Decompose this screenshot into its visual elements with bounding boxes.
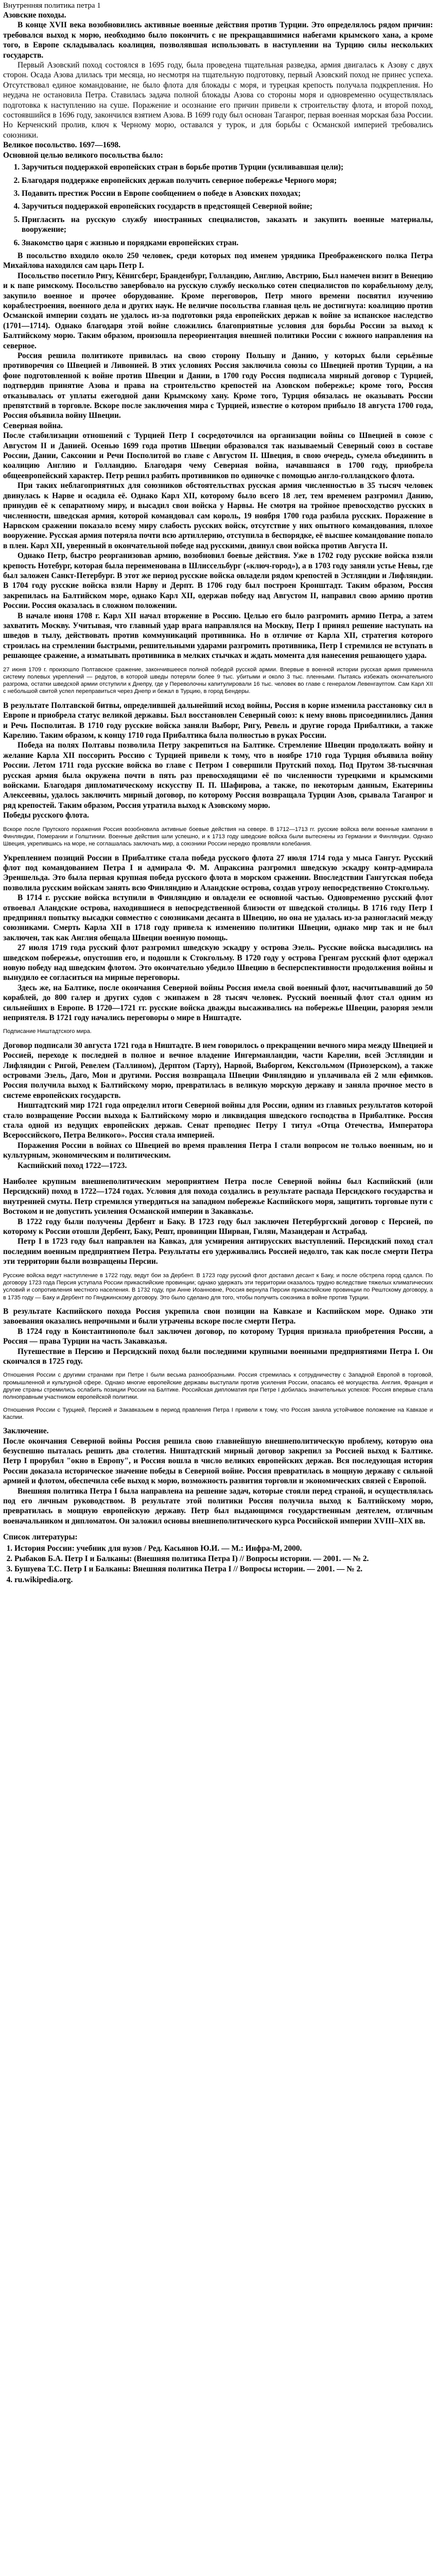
small-note: Вскоре после Прутского поражения Россия возобновила активные боевые действия на севере. В 1712—1713 гг. русские войска вели военные кампании в Финляндии, Померании и Голштинии. Военные действия шли успешно, и к 1713 году шведские войска были вытеснены из Германии и Финляндии. Однако Швеция, укрепившись на море, не соглашалась заключать мир, а союзники России нередко проявляли колебания. [3,826,433,848]
paragraph: Внешняя политика Петра I была направлена на решение задач, которые стояли перед страной, и осуществлялась под его личным руководством. В результате этой политики Россия получила выход к Балтийскому морю, превратилась в мощную европейскую державу. Петр был выдающимся государственным деятелем, отличным военачальником и дипломатом. Он заложил основы внешнеполитического курса Российской империи XVIII–XIX вв. [3,1486,433,1526]
paragraph: Путешествие в Персию и Персидский поход были последними крупными военными предприятиями Петра I. Он скончался в 1725 году. [3,1347,433,1366]
source-item: 4. ru.wikipedia.org. [14,1575,433,1585]
paragraph: В 1722 году были получены Дербент и Баку. В 1723 году был заключен Петербургский договор с Персией, по которому к России отошли Дербент, Баку, Решт, провинции Ширван, Гилян, Мазандеран и Астрабад. [3,1217,433,1236]
source-item: 2. Рыбаков Б.А. Петр I и Балканы: (Внешняя политика Петра I) // Вопросы истории. — 2001. — № 2. [14,1554,433,1564]
paragraph: Победа на полях Полтавы позволила Петру закрепиться на Балтике. Стремление Швеции продолжать войну и желание Карла XII поссорить Россию с Турцией привели к тому, что в ноябре 1710 года Турция объявила войну России. Летом 1711 года русские войска во главе с Петром I совершили Прутский поход. Под Прутом 38-тысячная русская армия была окружена почти в пять раз превосходящими её по численности турецкими и крымскими войсками. Благодаря дипломатическому искусству П. П. Шафирова, а также, по некоторым данным, Екатерины Алексеевны, удалось заключить мирный договор, по которому Россия возвращала Турции Азов, срывала Таганрог и ряд крепостей. Таким образом, Россия утратила выход к Азовскому морю. [3,741,433,810]
section-heading-conclusion: Заключение. [3,1427,49,1436]
paragraph: В 1724 году в Константинополе был заключен договор, по которому Турция признала приобретения России, а Россия — права Турции на часть Закавказья. [3,1327,433,1346]
list-item: 2. Благодаря поддержке европейских держав получить северное побережье Черного моря; [22,176,433,185]
paragraph: 27 июля 1719 года русский флот разгромил шведскую эскадру у острова Эзель. Русские войска высадились на шведском побережье, опустошив его, и подошли к Стокгольму. В 1720 году у острова Гренгам русский флот одержал новую победу над шведским флотом. Это окончательно убедило Швецию в бесперспективности продолжения войны и вынудило ее согласиться на мирные переговоры. [3,943,433,982]
embassy-goals-list [3,162,433,248]
section-heading-azov: Азовские походы. [3,11,66,20]
small-note: Русские войска ведут наступление в 1722 году, ведут бои за Дербент. В 1723 году русский флот доставил десант к Баку, и после обстрела город сдался. По договору 1723 года Персия уступала России прикаспийские провинции; однако удержать эти территории оказалось трудно вследствие тяжелых климатических условий и сопротивления местного населения. В 1732 году, при Анне Иоанновне, Россия вернула Персии прикаспийские провинции по Рештскому договору, а в 1735 году — Баку и Дербент по Гянджинскому договору. Это было сделано для того, чтобы получить союзника в войне против Турции. [3,1272,433,1301]
source-item: 3. Бушуева Т.С. Петр I и Балканы: Внешняя политика Петра I // Вопросы истории. — 2001. — № 2. [14,1564,433,1574]
list-item: 6. Знакомство царя с жизнью и порядками европейских стран. [22,238,433,248]
paragraph: При таких неблагоприятных для союзников обстоятельствах русская армия численностью в 35 тысяч человек двинулась к Нарве и осадила её. Однако Карл XII, которому было всего 18 лет, тем временем разгромил Данию, принудив её к сепаратному миру, и высадил свои войска у Нарвы. Не смотря на тройное превосходство русских в численности, шведская армия, которой командовал сам король, 19 ноября 1700 года разбила русских. Поражение в Нарвском сражении показало всему миру слабость русских войск, отсутствие у них опытного командования, плохое вооружение. Русская армия потеряла почти всю артиллерию, отступила в беспорядке, её высшее командование попало в плен. Карл XII, уверенный в окончательной победе над русскими, двинул свои войска против Августа II. [3,481,433,550]
paragraph: В начале июня 1708 г. Карл XII начал вторжение в Россию. Целью его было разгромить армию Петра, а затем захватить Москву. Учитывая, что главный удар врага направлялся на Москву, Петр I принял решение наступать на шведов в тылу, действовать против коммуникаций противника. Но в отличие от Карла XII, стратегия которого строилась на стремлении быстрыми, решительными ударами разгромить противника, Петр I стремился не вступать в решающее сражение, а изматывать противника в мелких стычках и ждать момента для нанесения решающего удара. [3,611,433,660]
paragraph: Договор подписали 30 августа 1721 года в Ништадте. В нем говорилось о прекращении вечного мира между Швецией и Россией, переходе к последней в полное и вечное владение Ингерманландии, части Карелии, всей Эстляндии и Лифляндии с Ригой, Ревелем (Таллином), Дерптом (Тарту), Нарвой, Выборгом, Кексгольмом (Приозерском), а также островами Эзель, Даго, Мон и другими. Россия возвращала Швеции Финляндию и уплачивала ей 2 млн ефимков. Россия получила выход к Балтийскому морю, превратилась в великую морскую державу и заняла прочное место в системе европейских государств. [3,1041,433,1100]
paragraph: В посольство входило около 250 человек, среди которых под именем урядника Преображенского полка Петра Михайлова находился сам царь Петр I. [3,251,433,270]
paragraph: Россия решила политикоте привилась на свою сторону Польшу и Данию, у которых были серьёзные противоречия со Швецией и Ливонией. В этих условиях Россия заключила союзы со Швецией против Турции, а на фоне подготовленной к войне против Швеции и Дании, в 1700 году Россия подписала мирный договор с Турцией, подтвердив принятие Азова и права на строительство крепостей на Азовском побережье; кроме того, Россия отказывалась от уплаты ежегодной дани Крымскому хану. Кроме того, Турция обязалась не оказывать России препятствий в торговле. Вскоре после заключения мира с Турцией, известие о котором прибыло 18 августа 1700 года, Россия объявила войну Швеции. [3,351,433,420]
paragraph: Здесь же, на Балтике, после окончания Северной войны Россия имела свой военный флот, насчитывавший до 50 кораблей, до 800 галер и других судов с экипажем в 28 тысяч человек. Русский военный флот стал одним из сильнейших в Европе. В 1720—1721 гг. русские войска дважды высаживались на побережье Швеции, разоряя земли неприятеля. В 1721 году начались переговоры о мире в Ништадте. [3,983,433,1023]
paragraph: Петр I в 1723 году был направлен на Кавказ, для усмирения антирусских выступлений. Персидский поход стал последним военным предприятием Петра. Результаты его удерживались Россией недолго, так как после смерти Петра эти территории были возвращены Персии. [3,1237,433,1266]
paragraph: Ништадтский мир 1721 года определил итоги Северной войны для России, одним из главных результатов которой стало возвращение России выхода к Балтийскому морю и ликвидация шведского господства в Прибалтике. Россия стала одной из ведущих европейских держав. Сенат преподнес Петру I титул «Отца Отечества, Императора Всероссийского, Петра Великого». Россия стала империей. [3,1101,433,1140]
sources-heading: Список литературы: [3,1533,78,1542]
section-heading-northern-war: Северная война. [3,421,63,430]
section-heading-embassy: Великое посольство. 1697—1698. [3,141,121,150]
document-top-line: Внутренняя политика петра 1 [3,2,101,10]
paragraph: Укреплением позиций России в Прибалтике стала победа русского флота 27 июля 1714 года у мыса Гангут. Русский флот под командованием Петра I и адмирала Ф. М. Апраксина разгромил шведскую эскадру контр-адмирала Эреншельда. Это была первая крупная победа русского флота в морском сражении. Впоследствии Гангутская победа позволила русским войскам занять всю Финляндию и Аландские острова, создав угрозу непосредственно Стокгольму. [3,853,433,892]
paragraph: После окончания Северной войны Россия решила свою главнейшую внешнеполитическую проблему, которую она безуспешно пыталась решить два столетия. Ништадтский мирный договор закрепил за Россией выход к Балтике. Петр I прорубил "окно в Европу", и Россия вошла в число великих европейских держав. Вся последующая история России доказала историческое значение победы в Северной войне. Россия превратилась в мощную державу с сильной армией и флотом, обеспечила себе выход к морю, возможность развития торговли и экономических связей с Европой. [3,1436,433,1486]
paragraph: Основной целью великого посольства было: [3,150,163,160]
section-heading-caspian: Каспийский поход 1722—1723. [18,1161,127,1170]
list-item: 4. Заручиться поддержкой европейских государств в предстоящей Северной войне; [22,201,433,211]
paragraph: В результате Каспийского похода Россия укрепила свои позиции на Кавказе и Каспийском море. Однако эти завоевания оказались непрочными и были утрачены вскоре после смерти Петра. [3,1307,433,1326]
paragraph: Первый Азовский поход состоялся в 1695 году, была проведена тщательная разведка, армия двигалась к Азову с двух сторон. Осада Азова длилась три месяца, но несмотря на тщательную подготовку, первый Азовский поход не принес успеха. Отсутствовал единое командование, не было флота для блокады с моря, и турецкая крепость получала подкрепления. Но неудача не остановила Петра. Ставилась задача полной блокады Азова со стороны моря и одновременно осуществлялась подготовка к наступлению на суше. Поражение и осознание его причин привели к строительству флота, и второй поход, состоявшийся в 1696 году, закончился взятием Азова. В 1699 году был основан Таганрог, первая военная морская база России. Но Керченский пролив, ключ к Черному морю, оставался у турок, и для борьбы с Османской империей требовались союзники. [3,61,433,140]
paragraph: В конце XVII века возобновились активные военные действия против Турции. Это определялось рядом причин: требовался выход к морю, необходимо было покончить с не прекращавшимися набегами крымского хана, а кроме того, в Европе складывалась коалиция, позволявшая использовать в наступлении на Турцию силы нескольких государств. [3,21,433,60]
list-item: 5. Пригласить на русскую службу иностранных специалистов, заказать и закупить военные материалы, вооружение; [22,215,433,235]
small-note: Подписание Ништадтского мира. [3,1028,92,1035]
source-item: 1. История России: учебник для вузов / Ред. Касьянов Ю.И. — М.: Инфра-М, 2000. [14,1544,433,1553]
paragraph: Поражения России в войнах со Швецией во время правления Петра I стали вопросом не только военным, но и культурным, экономическим и политическим. [3,1141,433,1160]
small-note: Отношения России с Турцией, Персией и Закавказьем в период правления Петра I привели к тому, что Россия заняла устойчивое положение на Кавказе и Каспии. [3,1406,433,1420]
list-item: 3. Подавить престиж России в Европе сообщением о победе в Азовских походах; [22,189,433,198]
paragraph: Наиболее крупным внешнеполитическим мероприятием Петра после Северной войны был Каспийский (или Персидский) поход в 1722—1724 годах. Условия для похода создались в результате распада Персидского государства и внутренней смуты. Петр стремился утвердиться на западном побережье Каспийского моря, защитить торговые пути с Востоком и не допустить усиления Османской империи в Закавказье. [3,1177,433,1216]
paragraph: В результате Полтавской битвы, определившей дальнейший исход войны, Россия в корне изменила расстановку сил в Европе и приобрела статус великой державы. Был восстановлен Северный союз: к нему вновь присоединились Дания и Речь Посполитая. В 1710 году русские войска заняли Выборг, Ригу, Ревель и другие города Прибалтики, а также Карелию. Таким образом, к концу 1710 года Прибалтика была полностью в руках России. [3,701,433,740]
small-note: Отношения России с другими странами при Петре I были весьма разнообразными. Россия стремилась к сотрудничеству с Западной Европой в торговой, промышленной и культурной сфере. Однако многие европейские державы выступали против усиления России, опасаясь её могущества. Англия, Франция и другие страны стремились ослабить позиции России на Балтике. Российская дипломатия при Петре I добилась значительных успехов: Россия впервые стала полноправным участником европейской политики. [3,1372,433,1401]
paragraph: В 1714 г. русские войска вступили в Финляндию и овладели ее основной частью. Одновременно русский флот отвоевал Аландские острова, находившиеся в непосредственной близости от шведской столицы. В 1716 году Петр I предпринял попытку высадки совместно с союзниками десанта в Швецию, но она не удалась из-за разногласий между союзниками. Смерть Карла XII в 1718 году привела к изменению политики Швеции, однако мир так и не был заключен, так как Англия обещала Швеции военную помощь. [3,893,433,942]
small-note: 27 июня 1709 г. произошло Полтавское сражение, закончившееся полной победой русской армии. Впервые в военной истории русская армия применила систему полевых укреплений — редутов, в которой шведы потеряли более 9 тыс. убитыми и около 3 тыс. пленными. Пытаясь избежать окончательного разгрома, остатки шведской армии отступили к Днепру, где у Переволочны капитулировали 16 тыс. человек во главе с генералом Левенгауптом. Сам Карл XII с небольшой свитой успел переправиться через Днепр и бежал в Турцию, в город Бендеры. [3,666,433,695]
paragraph: Посольство посетило Ригу, Кёнигсберг, Бранденбург, Голландию, Англию, Австрию, Был намечен визит в Венецию и к папе римскому. Посольство завербовало на русскую службу несколько сотен специалистов по корабельному делу, закупило военное и прочее оборудование. Кроме переговоров, Петр много времени посвятил изучению кораблестроения, военного дела и других наук. Не величие посольства главная цель не достигнута: коалицию против Османской империи создать не удалось из-за подготовки ряда европейских держав к войне за испанское наследство (1701—1714). Однако благодаря этой войне сложились благоприятные условия для борьбы России за выход к Балтийскому морю. Таким образом, произошла переориентация внешней политики России с южного направления на северное. [3,271,433,350]
paragraph: После стабилизации отношений с Турцией Петр I сосредоточился на организации войны со Швецией в союзе с Августом II и Данией. Осенью 1699 года против Швеции образовался так называемый Северный союз в составе России, Дании, Саксонии и Речи Посполитой во главе с Августом II. Швеция, в свою очередь, сумела объединить в коалицию Англию и Голландию. Благодаря чему Северная война, начавшаяся в 1700 году, приобрела общеевропейский характер. Петр решил разбить противников по одиночке с помощью англо-голландского флота. [3,431,433,480]
section-heading-fleet: Победы русского флота. [3,811,89,820]
sources-list [3,1544,433,1585]
list-item: 1. Заручиться поддержкой европейских стран в борьбе против Турции (усиливавшая цели); [22,162,433,172]
paragraph: Однако Петр, быстро реорганизовав армию, возобновил боевые действия. Уже в 1702 году русские войска взяли крепость Нотебург, которая была переименована в Шлиссельбург («ключ-город»), а в 1703 году заняли устье Невы, где был заложен Санкт-Петербург. В этот же период русские войска овладели рядом крепостей в Эстляндии и Лифляндии. В 1704 году русские войска взяли Нарву и Дерпт. В 1706 году был построен Кронштадт. Таким образом, Россия закрепилась на Балтийском море, однако Карл XII, одержав победу над Августом II, направил свою армию против России. Россия оказалась в сложном положении. [3,551,433,611]
